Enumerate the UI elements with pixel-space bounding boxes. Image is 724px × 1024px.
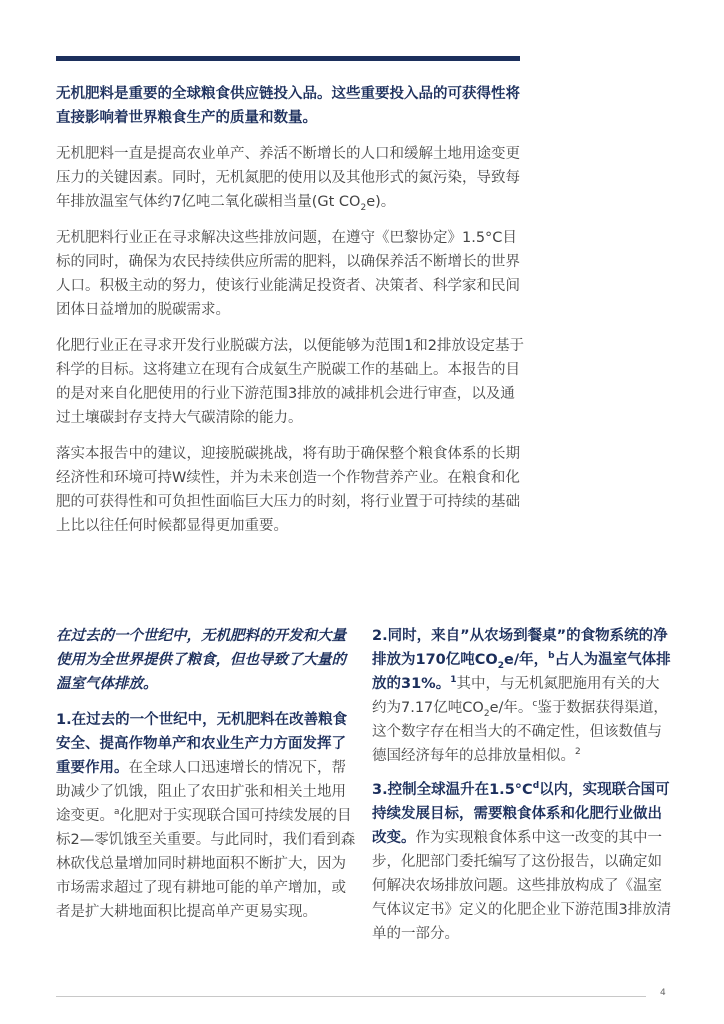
footnote-a: a [114, 807, 120, 818]
paragraph-1 [56, 142, 524, 214]
item-3 [372, 778, 672, 946]
intro-section [56, 82, 524, 550]
paragraph-2: 无机肥料行业正在寻求解决这些排放问题，在遵守《巴黎协定》1.5°C目标的同时，确保为农民持续供应所需的肥料，以确保养活不断增长的世界人口。积极主动的努力，使该行业能满足投资者、决策者、科学家和民间团体日益增加的脱碳需求。 [56, 230, 520, 318]
paragraph-1-tail: e)。 [366, 194, 396, 210]
lead-statement: 无机肥料是重要的全球粮食供应链投入品。这些重要投入品的可获得性将直接影响着世界粮食生产的质量和数量。 [56, 86, 520, 126]
item-3-heading-b: 以内，实现联合国可持续发展目标，需要粮食体系和化肥行业做出改变。 [372, 782, 670, 846]
left-column [56, 624, 356, 934]
co2-subscript: 2 [497, 660, 505, 671]
top-rule [56, 56, 520, 61]
item-2-heading-b: e/年， [504, 652, 549, 668]
footnote-1: 1 [450, 675, 457, 686]
item-1-text-cont: 化肥对于实现联合国可持续发展的目标2—零饥饿至关重要。与此同时，我们看到森林砍伐总量增加同时耕地面积不断扩大，因为市场需求超过了现有耕地可能的单产增加，或者是扩大耕地面积比提高单产更易实现。 [56, 808, 356, 920]
item-2-text-b: e/年。 [489, 700, 533, 716]
paragraph-4: 落实本报告中的建议，迎接脱碳挑战，将有助于确保整个粮食体系的长期经济性和环境可持W续性，并为未来创造一个作物营养产业。在粮食和化肥的可获得性和可负担性面临巨大压力的时刻，将行业置于可持续的基础上比以往任何时候都显得更加重要。 [56, 446, 520, 534]
right-column [372, 624, 672, 956]
item-3-text: 作为实现粮食体系中这一改变的其中一步，化肥部门委托编写了这份报告，以确定如何解决农场排放问题。这些排放构成了《温室气体议定书》定义的化肥企业下游范围3排放清单的一部分。 [372, 830, 672, 942]
footnote-c: c [532, 699, 538, 710]
co2-subscript: 2 [483, 708, 490, 719]
item-2-text: 其中，与无机氮肥施用有关的大约为7.17亿吨CO [372, 676, 660, 716]
footnote-d: d [532, 781, 540, 792]
paragraph-1-text: 无机肥料一直是提高农业单产、养活不断增长的人口和缓解土地用途变更压力的关键因素。同时，无机氮肥的使用以及其他形式的氮污染，导致每年排放温室气体约7亿吨二氧化碳相当量(Gt CO [56, 146, 520, 210]
item-1-text: 在全球人口迅速增长的情况下，帮助减少了饥饿，阻止了农田扩张和相关土地用途变更。 [56, 760, 346, 824]
item-1 [56, 708, 356, 924]
footer-rule [56, 996, 646, 997]
item-1-heading: 1.在过去的一个世纪中，无机肥料在改善粮食安全、提高作物单产和农业生产力方面发挥了重要作用。 [56, 712, 348, 776]
item-3-heading-a: 3.控制全球温升在1.5°C [372, 782, 533, 798]
footnote-2: 2 [575, 747, 581, 758]
co2-subscript: 2 [360, 202, 367, 213]
item-2-text-c: 鉴于数据获得渠道，这个数字存在相当大的不确定性，但该数值与德国经济每年的总排放量相似。 [372, 700, 668, 764]
item-2-heading-a: 2.同时，来自”从农场到餐桌”的食物系统的净排放为170亿吨CO [372, 628, 668, 668]
page-number: 4 [660, 988, 666, 998]
item-2-heading-c: 占人为温室气体排放的31%。 [372, 652, 671, 692]
paragraph-3: 化肥行业正在寻求开发行业脱碳方法，以便能够为范围1和2排放设定基于科学的目标。这将建立在现有合成氨生产脱碳工作的基础上。本报告的目的是对来自化肥使用的行业下游范围3排放的减排机会进行审查，以及通过土壤碳封存支持大气碳清除的能力。 [56, 338, 524, 426]
footnote-b: b [548, 651, 555, 662]
item-2 [372, 624, 672, 768]
italic-lead: 在过去的一个世纪中，无机肥料的开发和大量使用为全世界提供了粮食，但也导致了大量的温室气体排放。 [56, 628, 346, 692]
